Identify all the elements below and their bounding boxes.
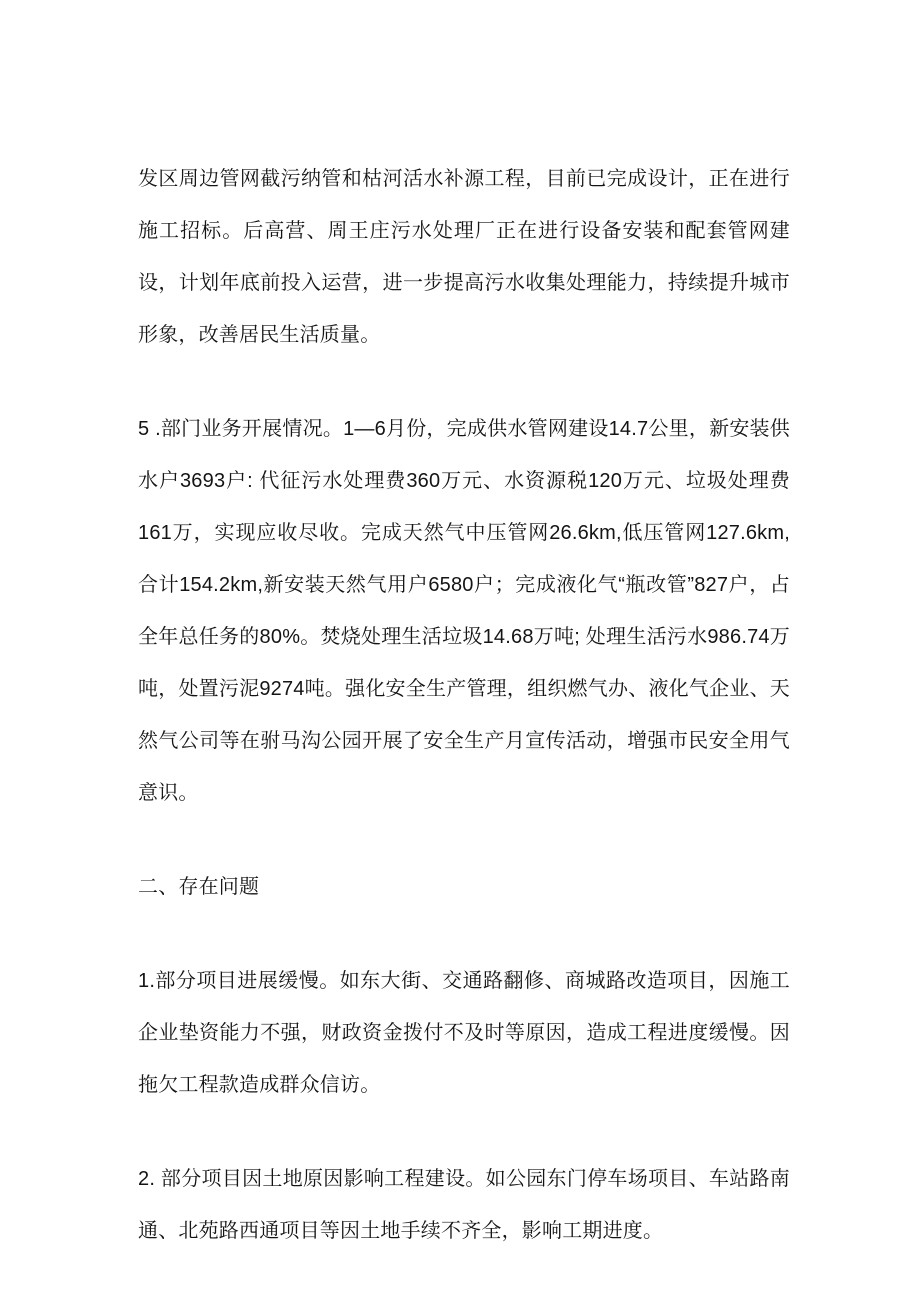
- paragraph-sewage-network-progress: 发区周边管网截污纳管和枯河活水补源工程，目前已完成设计，正在进行施工招标。后高营、周王庄污水处理厂正在进行设备安装和配套管网建设，计划年底前投入运营，进一步提高污水收集处理能力，持续提升城市形象，改善居民生活质量。: [138, 168, 790, 346]
- paragraph-department-operations: 5 .部门业务开展情况。1—6月份，完成供水管网建设14.7公里，新安装供水户3693户: 代征污水处理费360万元、水资源税120万元、垃圾处理费161万，实现应收尽收。完成天然气中压管网26.6km,低压管网127.6km,合计154.2km,新安装天然气用户6580户；完成液化气“瓶改管”827户，占全年总任务的80%。焚烧处理生活垃圾14.68万吨; 处理生活污水986.74万吨，处置污泥9274吨。强化安全生产管理，组织燃气办、液化气企业、天然气公司等在驸马沟公园开展了安全生产月宣传活动，增强市民安全用气意识。: [138, 418, 790, 804]
- heading-existing-problems: 二、存在问题: [138, 876, 260, 898]
- paragraph-problem-2-land-issues: 2. 部分项目因土地原因影响工程建设。如公园东门停车场项目、车站路南通、北苑路西通项目等因土地手续不齐全，影响工期进度。: [138, 1168, 790, 1242]
- paragraph-problem-1-slow-progress: 1.部分项目进展缓慢。如东大街、交通路翻修、商城路改造项目，因施工企业垫资能力不强，财政资金拨付不及时等原因，造成工程进度缓慢。因拖欠工程款造成群众信访。: [138, 970, 790, 1096]
